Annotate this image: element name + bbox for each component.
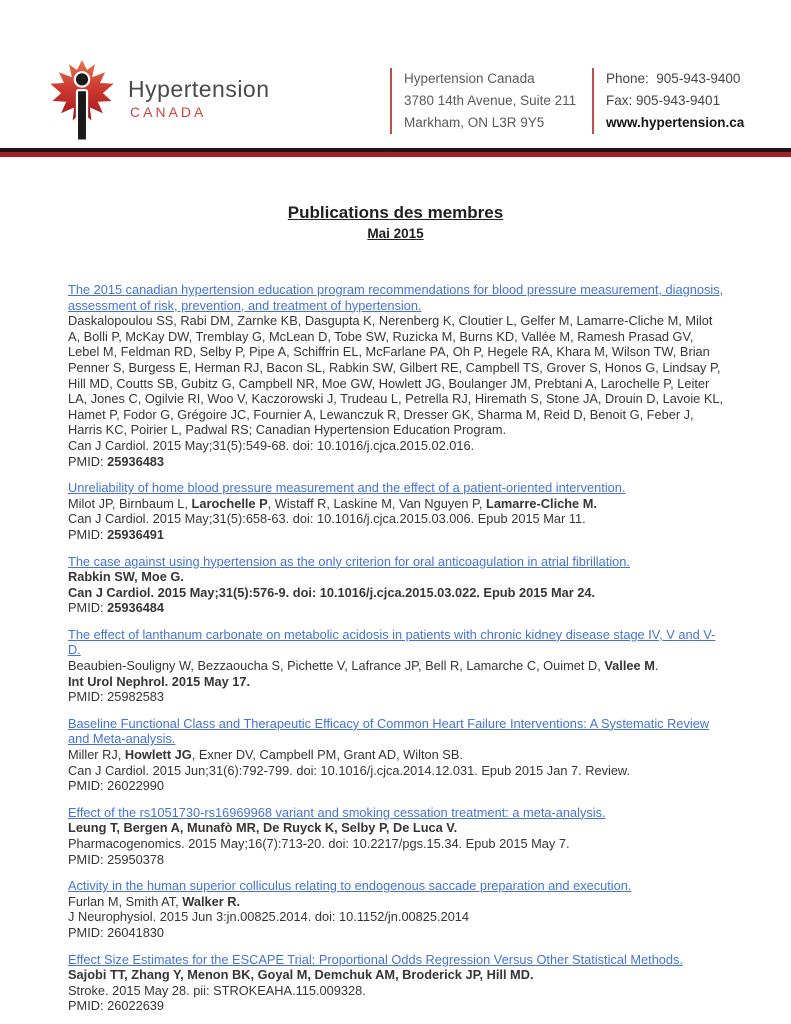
- publication-authors: [68, 967, 724, 983]
- publication-authors: [68, 747, 724, 763]
- document-body: [0, 203, 791, 1014]
- publication-citation: Stroke. 2015 May 28. pii: STROKEAHA.115.009328.: [68, 982, 366, 998]
- publication-title-link[interactable]: The case against using hypertension as the only criterion for oral anticoagulation in atrial fibrillation.: [68, 553, 630, 569]
- author-segment: Howlett JG: [124, 747, 192, 763]
- hypertension-canada-logo: [46, 58, 270, 144]
- pmid-label: PMID:: [68, 998, 108, 1014]
- publication-entry: [68, 282, 724, 469]
- pmid-label: PMID:: [68, 689, 108, 705]
- author-segment: Walker R.: [182, 893, 241, 909]
- pmid-value: 25936484: [107, 600, 165, 616]
- brand-country: CANADA: [130, 104, 207, 120]
- pmid-value: 25950378: [107, 851, 165, 867]
- publication-pmid: [68, 600, 724, 616]
- header-divider: [0, 148, 791, 157]
- author-segment: , Exner DV, Campbell PM, Grant AD, Wilton SB.: [191, 747, 463, 763]
- publication-authors: [68, 313, 724, 438]
- publication-title-link[interactable]: Effect Size Estimates for the ESCAPE Trial: Proportional Odds Regression Versus Other Statistical Methods.: [68, 951, 683, 967]
- publication-title-link[interactable]: Effect of the rs1051730-rs16969968 variant and smoking cessation treatment: a meta-analysis.: [68, 804, 606, 820]
- publication-pmid: [68, 454, 724, 470]
- publication-pmid: [68, 689, 724, 705]
- publication-title-link[interactable]: Unreliability of home blood pressure measurement and the effect of a patient-oriented intervention.: [68, 480, 626, 496]
- author-segment: Daskalopoulou SS, Rabi DM, Zarnke KB, Dasgupta K, Nerenberg K, Cloutier L, Gelfer M, Lamarre-Cliche M, Milot A, Bolli P, McKay DW, Tremblay G, McLean D, Tobe SW, Ruzicka M, Burns KD, Vallée M, Ramesh Prasad GV, Lebel M, Feldman RD, Selby P, Pipe A, Schiffrin EL, McFarlane PA, Oh P, Hegele RA, Khara M, Wilson TW, Brian Penner S, Burgess E, Herman RJ, Bacon SL, Rabkin SW, Gilbert RE, Campbell TS, Grover S, Honos G, Lindsay P, Hill MD, Coutts SB, Gubitz G, Campbell NR, Moe GW, Howlett JG, Boulanger JM, Prebtani A, Larochelle P, Leiter LA, Jones C, Ogilvie RI, Woo V, Kaczorowski J, Trudeau L, Petrella RJ, Hiremath S, Stone JA, Drouin D, Lavoie KL, Hamet P, Fodor G, Grégoire JC, Fournier A, Lewanczuk R, Dresser GK, Sharma M, Reid D, Benoit G, Feber J, Harris KC, Poirier L, Padwal RS; Canadian Hypertension Education Program.: [68, 313, 724, 438]
- publication-entry: [68, 627, 724, 705]
- pmid-value: 25982583: [107, 689, 165, 705]
- publication-pmid: [68, 527, 724, 543]
- publication-citation: Int Urol Nephrol. 2015 May 17.: [68, 673, 251, 689]
- author-segment: Larochelle P: [191, 495, 268, 511]
- publication-title-link[interactable]: Baseline Functional Class and Therapeutic Efficacy of Common Heart Failure Interventions: A Systematic Review and Meta-analysis.: [68, 715, 710, 747]
- publication-citation: Can J Cardiol. 2015 May;31(5):658-63. doi: 10.1016/j.cjca.2015.03.006. Epub 2015 Mar 11.: [68, 511, 586, 527]
- pmid-value: 26022639: [107, 998, 165, 1014]
- pmid-label: PMID:: [68, 526, 108, 542]
- pmid-value: 26041830: [107, 924, 165, 940]
- contact-block: [592, 68, 744, 134]
- website-url: www.hypertension.ca: [606, 115, 745, 130]
- publication-entry: [68, 805, 724, 867]
- publication-authors: [68, 820, 724, 836]
- publication-citation: Can J Cardiol. 2015 Jun;31(6):792-799. doi: 10.1016/j.cjca.2014.12.031. Epub 2015 Jan 7. Review.: [68, 762, 631, 778]
- author-segment: Beaubien-Souligny W, Bezzaoucha S, Pichette V, Lafrance JP, Bell R, Lamarche C, Ouimet D,: [68, 658, 605, 674]
- publication-title-link[interactable]: The 2015 canadian hypertension education program recommendations for blood pressure measurement, diagnosis, assessment of risk, prevention, and treatment of hypertension.: [68, 282, 724, 313]
- pmid-label: PMID:: [68, 453, 108, 469]
- author-segment: Lamarre-Cliche M.: [486, 495, 597, 511]
- pmid-value: 25936491: [107, 526, 165, 542]
- publication-citation: Pharmacogenomics. 2015 May;16(7):713-20. doi: 10.2217/pgs.15.34. Epub 2015 May 7.: [68, 836, 570, 851]
- maple-leaf-person-icon: [46, 58, 118, 144]
- publication-authors: [68, 496, 724, 512]
- divider-red-stripe: [0, 152, 791, 157]
- author-segment: , De Luca V.: [385, 820, 458, 836]
- publication-entry: [68, 480, 724, 542]
- publication-entry: [68, 554, 724, 616]
- publication-pmid: [68, 998, 724, 1014]
- publication-entry: [68, 952, 724, 1014]
- author-segment: Sajobi TT, Zhang Y, Menon BK, Goyal M, Demchuk AM, Broderick JP,: [68, 967, 487, 983]
- address-org: Hypertension Canada: [404, 71, 535, 86]
- publication-entry: [68, 716, 724, 794]
- publication-authors: [68, 569, 724, 585]
- author-segment: Leung T, Bergen A, Munafò MR, De Ruyck K,: [68, 820, 342, 836]
- pmid-label: PMID:: [68, 778, 108, 794]
- page-subtitle: Mai 2015: [367, 226, 424, 241]
- publication-title-link[interactable]: Activity in the human superior colliculus relating to endogenous saccade preparation and execution.: [68, 878, 632, 894]
- author-segment: Hill MD.: [486, 967, 534, 983]
- publication-authors: [68, 658, 724, 674]
- author-segment: .: [654, 658, 659, 674]
- fax-number: Fax: 905-943-9401: [606, 93, 721, 108]
- publication-authors: [68, 894, 724, 910]
- phone-number: Phone: 905-943-9400: [606, 71, 741, 86]
- pmid-label: PMID:: [68, 924, 108, 940]
- publication-pmid: [68, 852, 724, 868]
- page-title: Publications des membres: [287, 203, 504, 222]
- pmid-value: 25936483: [107, 453, 165, 469]
- pmid-value: 26022990: [107, 778, 165, 794]
- author-segment: , Wistaff R, Laskine M, Van Nguyen P,: [267, 495, 486, 511]
- address-street: 3780 14th Avenue, Suite 211: [404, 93, 577, 108]
- publication-entry: [68, 878, 724, 940]
- author-segment: Furlan M, Smith AT,: [68, 893, 183, 909]
- author-segment: Miller RJ,: [68, 747, 125, 763]
- publication-citation: J Neurophysiol. 2015 Jun 3:jn.00825.2014. doi: 10.1152/jn.00825.2014: [68, 909, 470, 925]
- publication-title-link[interactable]: The effect of lanthanum carbonate on metabolic acidosis in patients with chronic kidney disease stage IV, V and V-D.: [68, 626, 716, 658]
- pmid-label: PMID:: [68, 851, 108, 867]
- author-segment: Rabkin SW, Moe G.: [68, 569, 184, 585]
- brand-text: [128, 76, 270, 120]
- author-segment: Milot JP, Birnbaum L,: [68, 495, 192, 511]
- publication-citation: Can J Cardiol. 2015 May;31(5):576-9. doi: 10.1016/j.cjca.2015.03.022. Epub 2015 Mar 24.: [68, 584, 596, 600]
- publication-citation: Can J Cardiol. 2015 May;31(5):549-68. doi: 10.1016/j.cjca.2015.02.016.: [68, 437, 475, 453]
- publication-pmid: [68, 925, 724, 941]
- pmid-label: PMID:: [68, 600, 108, 616]
- author-segment: Selby P: [341, 820, 386, 836]
- letterhead: [0, 0, 791, 148]
- author-segment: Vallee M: [604, 658, 655, 674]
- address-city: Markham, ON L3R 9Y5: [404, 115, 545, 130]
- publications-list: [68, 282, 724, 1014]
- address-block: [390, 68, 576, 134]
- brand-name: Hypertension: [128, 76, 270, 102]
- publication-pmid: [68, 778, 724, 794]
